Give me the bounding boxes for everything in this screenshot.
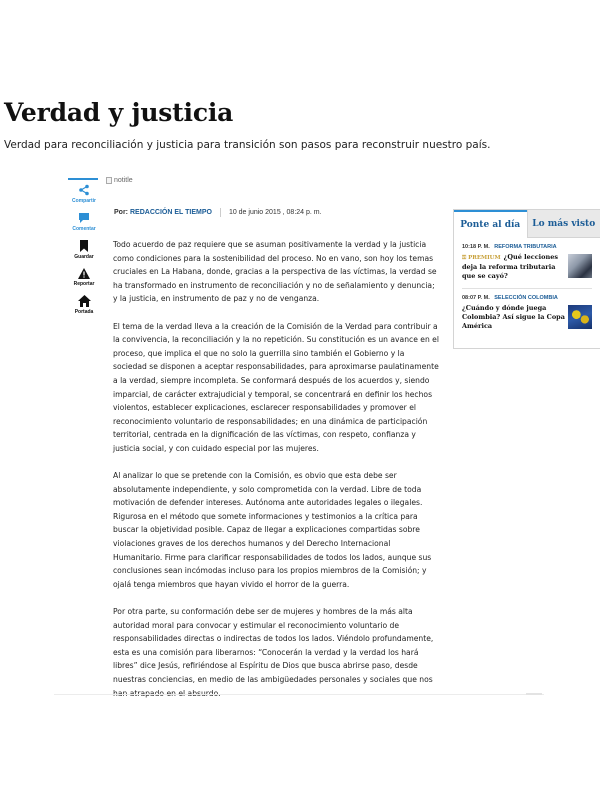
article-paragraph: Al analizar lo que se pretende con la Comisión, es obvio que esta debe ser absolutamente independiente, y solo comprometida con la verdad. Libre de toda motivación de defender intereses. Autónoma ante autoridades legales o ilegales. Rigurosa en el método que somete informaciones y testimonios a la crítica para buscar la objetividad posible. Capaz de llegar a explicaciones compartidas sobre violaciones graves de los derechos humanos y del Derecho Internacional Humanitario. Firme para clarificar responsabilidades de todos los lados, aunque sus conclusiones sean incómodas incluso para los propios miembros de la Comisión; y ojalá tenga miembros que hayan vivido el horror de la guerra. <box>113 471 432 589</box>
premium-label: PREMIUM <box>468 255 501 261</box>
home-label: Portada <box>74 309 94 315</box>
comment-label: Comentar <box>72 226 96 232</box>
news-list <box>454 238 600 339</box>
news-sidebar <box>453 209 600 349</box>
comment-button[interactable] <box>68 212 100 232</box>
news-thumbnail[interactable] <box>568 305 592 329</box>
article-paragraph: Todo acuerdo de paz requiere que se asuman positivamente la verdad y la justicia como condiciones para la sostenibilidad del proceso. No en vano, son hoy los temas cruciales en La Habana, donde, gracias a la perspectiva de las víctimas, la verdad se ha transformado en instrumento de reconciliación y no de señalamiento y denuncia; y la justicia, en instrumento de paz y no de venganza. <box>113 240 437 304</box>
byline-prefix: Por: <box>114 209 128 216</box>
news-item[interactable] <box>462 288 592 338</box>
publish-date: 10 de junio 2015 , 08:24 p. m. <box>228 209 322 216</box>
divider-mark <box>526 693 542 695</box>
news-time: 08:07 P. M. <box>462 295 490 302</box>
sidebar-tabs <box>454 210 600 238</box>
bookmark-icon <box>79 240 89 252</box>
news-title[interactable] <box>462 253 566 280</box>
share-toolbar <box>68 178 100 323</box>
share-button[interactable] <box>68 184 100 204</box>
comment-icon <box>78 212 90 224</box>
report-button[interactable] <box>68 268 100 287</box>
save-label: Guardar <box>74 254 94 260</box>
article-image <box>106 177 133 184</box>
author-link[interactable]: REDACCIÓN EL TIEMPO <box>130 209 212 216</box>
premium-badge: ⚿ PREMIUM <box>462 255 501 261</box>
content-divider <box>54 694 544 695</box>
article-subheadline: Verdad para reconciliación y justicia para transición son pasos para reconstruir nuestro país. <box>4 139 491 151</box>
news-thumbnail[interactable] <box>568 254 592 278</box>
home-button[interactable] <box>68 295 100 315</box>
byline <box>114 208 322 217</box>
article-headline: Verdad y justicia <box>4 98 234 127</box>
news-category[interactable]: REFORMA TRIBUTARIA <box>494 244 557 250</box>
article-paragraph: El tema de la verdad lleva a la creación de la Comisión de la Verdad para contribuir a la convivencia, la reconciliación y la no repetición. Su constitución es un avance en el proceso, que implica el que no solo la guerrilla sino también el Gobierno y la sociedad se disponen a aceptar responsabilidades, para aproximarse paulatinamente a la verdad, siempre incompleta. Se conformará después de los acuerdos y, siendo imparcial, de carácter extrajudicial y temporal, se concentrará en definir los hechos violentos, establecer explicaciones, esclarecer responsabilidades y promover el reconocimiento voluntario de responsabilidades; en una dinámica de participación territorial, centrada en la dignificación de las víctimas, con respeto, confianza y justicia social, y con cuidado especial por las mujeres. <box>113 321 439 453</box>
home-icon <box>78 295 91 307</box>
article-paragraph: Por otra parte, su conformación debe ser de mujeres y hombres de la más alta autoridad moral para convocar y estimular el reconocimiento voluntario de responsabilidades directas o indirectas de todos los lados. Viéndolo profundamente, esta es una comisión para liberarnos: “Conocerán la verdad y la verdad los hará libres” dice Jesús, refiriéndose al Espíritu de Dios que busca abrirse paso, desde nuestras conciencias, en medio de las ambigüedades personales y sociales que nos <box>113 607 434 684</box>
news-text <box>462 295 566 330</box>
article-image-alt: notitle <box>114 177 133 184</box>
article-body <box>113 238 439 714</box>
news-meta <box>462 295 566 301</box>
news-meta <box>462 244 566 250</box>
share-label: Compartir <box>72 198 96 204</box>
news-headline[interactable]: ¿Cuándo y dónde juega Colombia? Así sigue la Copa América <box>462 304 565 330</box>
tab-ponte-al-dia[interactable]: Ponte al día <box>454 210 527 238</box>
broken-image-icon <box>106 177 112 184</box>
save-button[interactable] <box>68 240 100 260</box>
tab-lo-mas-visto[interactable]: Lo más visto <box>527 210 600 238</box>
news-item[interactable] <box>462 238 592 288</box>
news-time: 10:18 P. M. <box>462 244 490 250</box>
report-label: Reportar <box>73 281 95 287</box>
news-text <box>462 244 566 280</box>
news-headline[interactable]: ¿Qué lecciones deja la reforma tributaria que se cayó? <box>462 253 559 280</box>
news-category[interactable]: SELECCIÓN COLOMBIA <box>494 295 558 302</box>
byline-divider <box>220 208 221 217</box>
share-toolbar-accent <box>68 178 98 180</box>
warning-icon <box>78 268 90 279</box>
share-icon <box>78 184 90 196</box>
